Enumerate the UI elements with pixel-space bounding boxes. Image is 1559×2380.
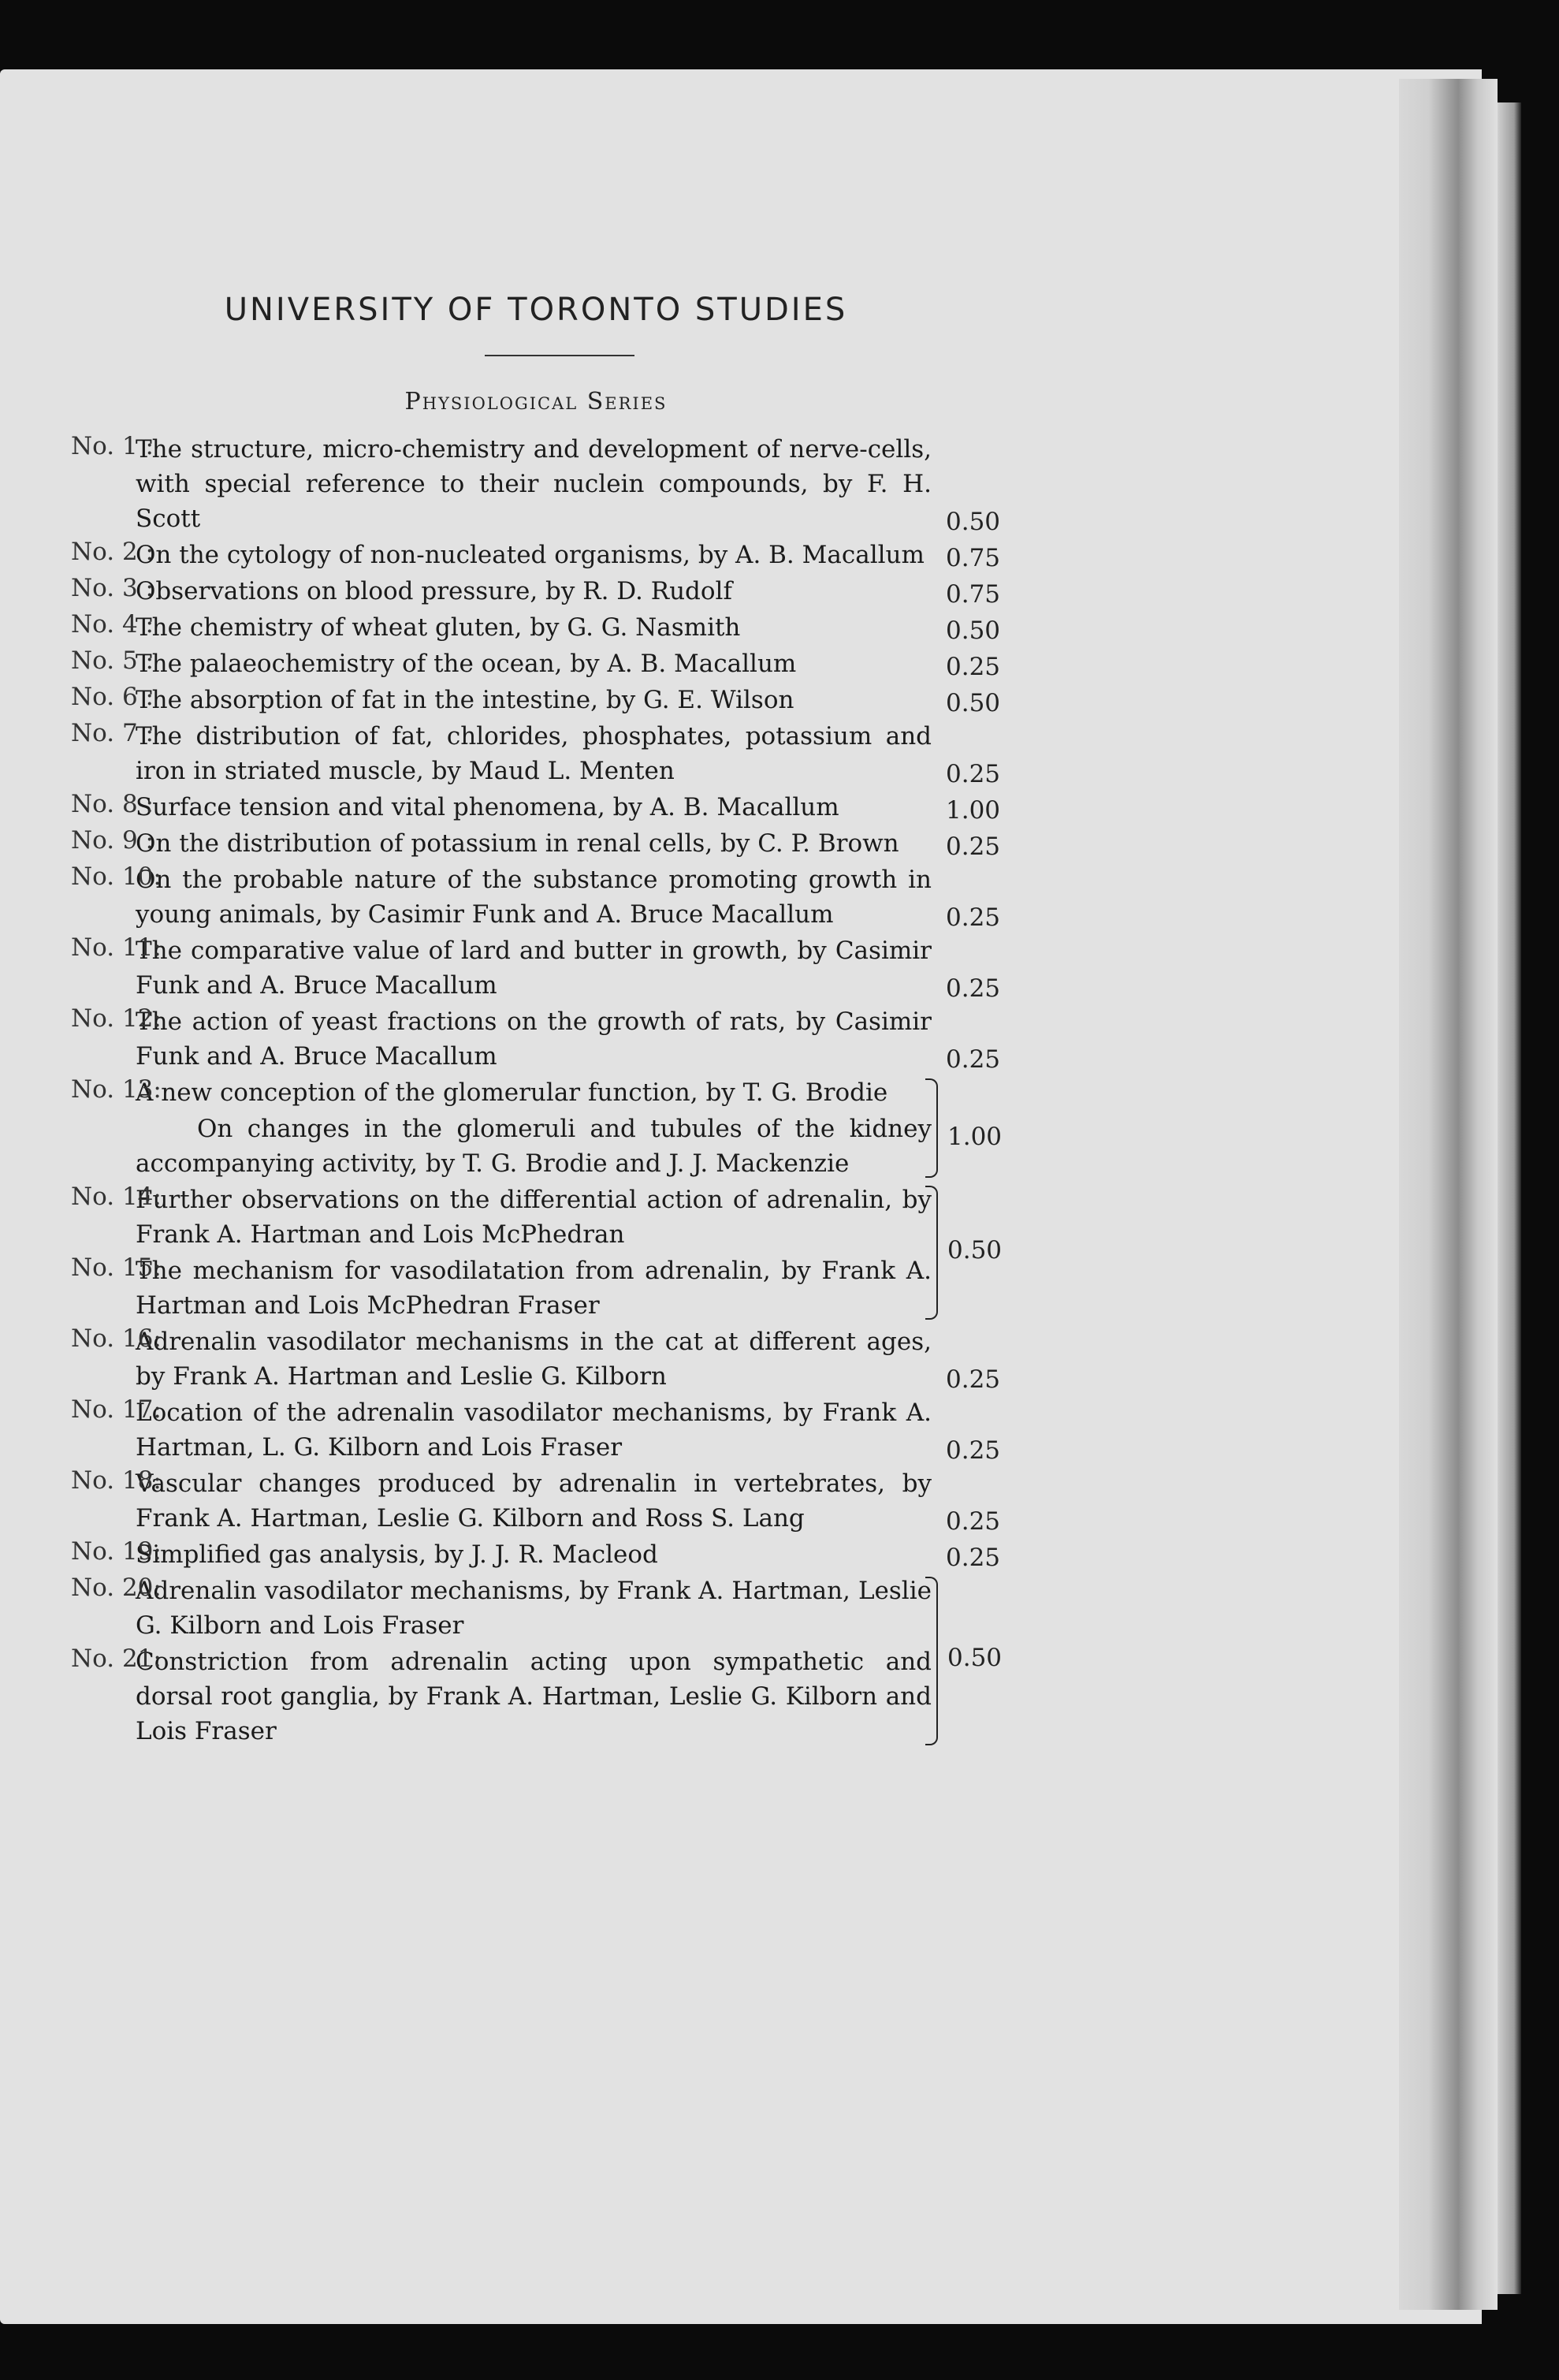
list-item: No. 10: On the probable nature of the substance promoting growth in young animals, by Casimir Funk and A. Bruce Macallum 0.25	[71, 862, 1001, 932]
list-item: No. 12: The action of yeast fractions on the growth of rats, by Casimir Funk and A. Bruce Macallum 0.25	[71, 1004, 1001, 1074]
book-spine	[1498, 102, 1521, 2294]
braced-group-14-15: No. 14: Further observations on the differential action of adrenalin, by Frank A. Hartman and Lois McPhedran No. 15: The mechanism for vasodilatation from adrenalin, by Frank A. Hartman and Lois McPhedran Fraser 0.50	[71, 1183, 1056, 1323]
list-item: No. 13: A new conception of the glomerular function, by T. G. Brodie	[71, 1075, 888, 1107]
series-heading: Physiological Series	[404, 388, 668, 415]
list-item: No. 9 : On the distribution of potassium in renal cells, by C. P. Brown 0.25	[71, 826, 1001, 861]
list-item: No. 18: Vascular changes produced by adrenalin in vertebrates, by Frank A. Hartman, Leslie G. Kilborn and Ross S. Lang 0.25	[71, 1466, 1001, 1536]
list-item: No. 20: Adrenalin vasodilator mechanisms, by Frank A. Hartman, Leslie G. Kilborn and Lois Fraser	[71, 1574, 932, 1640]
list-item: No. 15: The mechanism for vasodilatation from adrenalin, by Frank A. Hartman and Lois McPhedran Fraser	[71, 1253, 932, 1320]
list-item: No. 16: Adrenalin vasodilator mechanisms in the cat at different ages, by Frank A. Hartman and Leslie G. Kilborn 0.25	[71, 1324, 1001, 1394]
braced-group-13: No. 13: A new conception of the glomerular function, by T. G. Brodie On changes in the glomeruli and tubules of the kidney accompanying activity, by T. G. Brodie and J. J. Mackenzie 1.00	[71, 1075, 1056, 1181]
list-item: No. 7 : The distribution of fat, chlorides, phosphates, potassium and iron in striated muscle, by Maud L. Menten 0.25	[71, 719, 1001, 788]
title-rule	[485, 355, 634, 356]
braced-group-20-21: No. 20: Adrenalin vasodilator mechanisms, by Frank A. Hartman, Leslie G. Kilborn and Lois Fraser No. 21: Constriction from adrenalin acting upon sympathetic and dorsal root ganglia, by Frank A. Hartman, Leslie G. Kilborn and Lois Fraser 0.50	[71, 1574, 1056, 1749]
brace	[925, 1186, 938, 1320]
list-item: No. 17: Location of the adrenalin vasodilator mechanisms, by Frank A. Hartman, L. G. Kilborn and Lois Fraser 0.25	[71, 1395, 1001, 1465]
list-item: No. 11: The comparative value of lard and butter in growth, by Casimir Funk and A. Bruce Macallum 0.25	[71, 933, 1001, 1003]
page-title: UNIVERSITY OF TORONTO STUDIES	[224, 292, 848, 328]
list-item: No. 2 : On the cytology of non-nucleated organisms, by A. B. Macallum 0.75	[71, 538, 1001, 572]
brace	[925, 1577, 938, 1745]
list-item: On changes in the glomeruli and tubules of the kidney accompanying activity, by T. G. Brodie and J. J. Mackenzie	[136, 1115, 932, 1178]
list-item: No. 21: Constriction from adrenalin acting upon sympathetic and dorsal root ganglia, by Frank A. Hartman, Leslie G. Kilborn and Lois Fraser	[71, 1644, 932, 1745]
list-item: No. 19: Simplified gas analysis, by J. J. R. Macleod 0.25	[71, 1537, 1001, 1572]
list-item: No. 4 : The chemistry of wheat gluten, by G. G. Nasmith 0.50	[71, 610, 1001, 645]
list-item: No. 8 : Surface tension and vital phenomena, by A. B. Macallum 1.00	[71, 790, 1001, 825]
list-item: No. 1 : The structure, micro-chemistry and development of nerve-cells, with special reference to their nuclein compounds, by F. H. Scott 0.50	[71, 432, 1001, 536]
entry-list	[71, 432, 1056, 1750]
list-item: No. 6 : The absorption of fat in the intestine, by G. E. Wilson 0.50	[71, 683, 1001, 717]
list-item: No. 14: Further observations on the differential action of adrenalin, by Frank A. Hartman and Lois McPhedran	[71, 1183, 932, 1249]
page-edge	[1399, 79, 1498, 2310]
list-item: No. 3 : Observations on blood pressure, by R. D. Rudolf 0.75	[71, 574, 1001, 609]
list-item: No. 5 : The palaeochemistry of the ocean, by A. B. Macallum 0.25	[71, 646, 1001, 681]
brace	[925, 1078, 938, 1178]
